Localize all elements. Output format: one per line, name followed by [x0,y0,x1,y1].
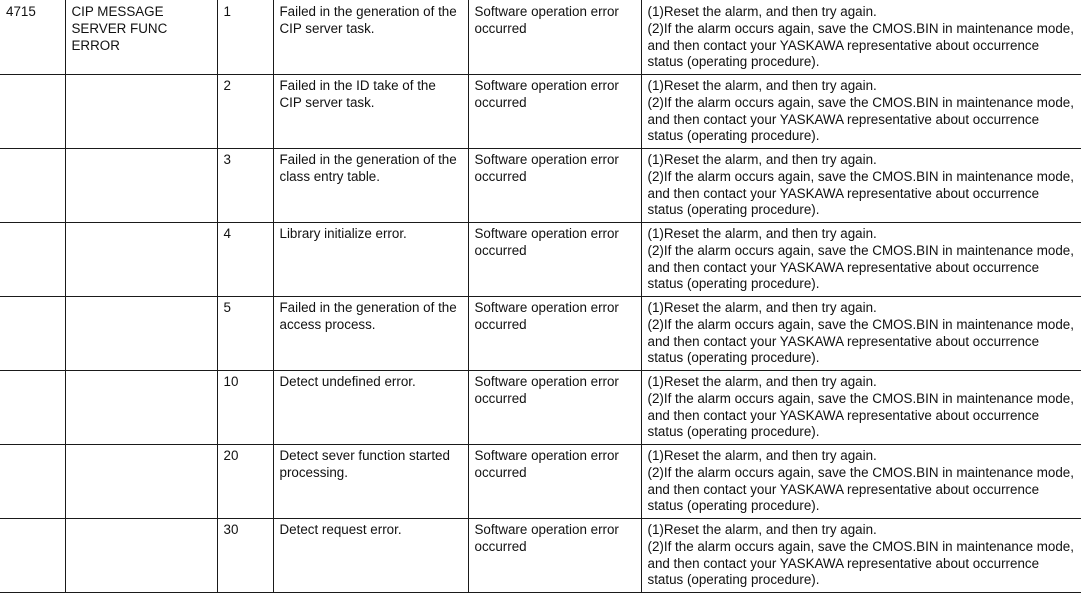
subcode-cell: 4 [217,223,273,297]
alarm-number-cell: 4715 [0,0,65,75]
subcode-cell: 3 [217,149,273,223]
table-row [0,75,1081,149]
remedy-step-1: (1)Reset the alarm, and then try again. [647,374,877,389]
alarm-name-cell [65,149,217,223]
alarm-number-cell [0,75,65,149]
meaning-cell: Detect sever function started processing. [273,445,468,519]
meaning-cell: Detect undefined error. [273,371,468,445]
cause-cell: Software operation error occurred [468,223,641,297]
cause-cell: Software operation error occurred [468,149,641,223]
subcode-cell: 2 [217,75,273,149]
alarm-name-cell [65,371,217,445]
meaning-cell: Failed in the generation of the access process. [273,297,468,371]
subcode-cell: 10 [217,371,273,445]
subcode-cell: 1 [217,0,273,75]
alarm-number-cell [0,297,65,371]
cause-cell: Software operation error occurred [468,519,641,593]
remedy-step-1: (1)Reset the alarm, and then try again. [647,78,877,93]
remedy-cell [641,445,1081,519]
remedy-step-2: (2)If the alarm occurs again, save the CMOS.BIN in maintenance mode, and then contact your YASKAWA representative about occurrence status (operating procedure). [647,464,1074,514]
remedy-step-1: (1)Reset the alarm, and then try again. [647,300,877,315]
remedy-step-2: (2)If the alarm occurs again, save the CMOS.BIN in maintenance mode, and then contact your YASKAWA representative about occurrence status (operating procedure). [647,242,1074,292]
remedy-step-1: (1)Reset the alarm, and then try again. [647,4,877,19]
remedy-cell [641,0,1081,75]
meaning-cell: Library initialize error. [273,223,468,297]
remedy-step-2: (2)If the alarm occurs again, save the CMOS.BIN in maintenance mode, and then contact your YASKAWA representative about occurrence status (operating procedure). [647,94,1074,144]
meaning-cell: Failed in the generation of the class entry table. [273,149,468,223]
remedy-cell [641,519,1081,593]
remedy-step-2: (2)If the alarm occurs again, save the CMOS.BIN in maintenance mode, and then contact your YASKAWA representative about occurrence status (operating procedure). [647,168,1074,218]
alarm-number-cell [0,223,65,297]
remedy-step-1: (1)Reset the alarm, and then try again. [647,226,877,241]
alarm-number-cell [0,519,65,593]
remedy-cell [641,75,1081,149]
cause-cell: Software operation error occurred [468,445,641,519]
remedy-cell [641,223,1081,297]
table-row [0,223,1081,297]
alarm-number-cell [0,445,65,519]
alarm-name-cell [65,75,217,149]
remedy-step-2: (2)If the alarm occurs again, save the CMOS.BIN in maintenance mode, and then contact your YASKAWA representative about occurrence status (operating procedure). [647,538,1074,588]
table-row [0,371,1081,445]
subcode-cell: 30 [217,519,273,593]
table-row [0,149,1081,223]
alarm-name-cell [65,297,217,371]
alarm-name-cell: CIP MESSAGE SERVER FUNC ERROR [65,0,217,75]
table-row [0,445,1081,519]
cause-cell: Software operation error occurred [468,297,641,371]
alarm-number-cell [0,371,65,445]
meaning-cell: Failed in the generation of the CIP server task. [273,0,468,75]
remedy-cell [641,371,1081,445]
cause-cell: Software operation error occurred [468,75,641,149]
subcode-cell: 20 [217,445,273,519]
cause-cell: Software operation error occurred [468,371,641,445]
remedy-step-1: (1)Reset the alarm, and then try again. [647,522,877,537]
alarm-name-cell [65,519,217,593]
table-row [0,0,1081,75]
remedy-step-2: (2)If the alarm occurs again, save the CMOS.BIN in maintenance mode, and then contact your YASKAWA representative about occurrence status (operating procedure). [647,20,1074,70]
remedy-step-1: (1)Reset the alarm, and then try again. [647,152,877,167]
alarm-name-cell [65,445,217,519]
remedy-step-2: (2)If the alarm occurs again, save the CMOS.BIN in maintenance mode, and then contact your YASKAWA representative about occurrence status (operating procedure). [647,390,1074,440]
cause-cell: Software operation error occurred [468,0,641,75]
table-row [0,297,1081,371]
remedy-step-2: (2)If the alarm occurs again, save the CMOS.BIN in maintenance mode, and then contact your YASKAWA representative about occurrence status (operating procedure). [647,316,1074,366]
meaning-cell: Failed in the ID take of the CIP server task. [273,75,468,149]
alarm-name-cell [65,223,217,297]
remedy-cell [641,297,1081,371]
subcode-cell: 5 [217,297,273,371]
remedy-step-1: (1)Reset the alarm, and then try again. [647,448,877,463]
remedy-cell [641,149,1081,223]
table-row [0,519,1081,593]
meaning-cell: Detect request error. [273,519,468,593]
alarm-number-cell [0,149,65,223]
